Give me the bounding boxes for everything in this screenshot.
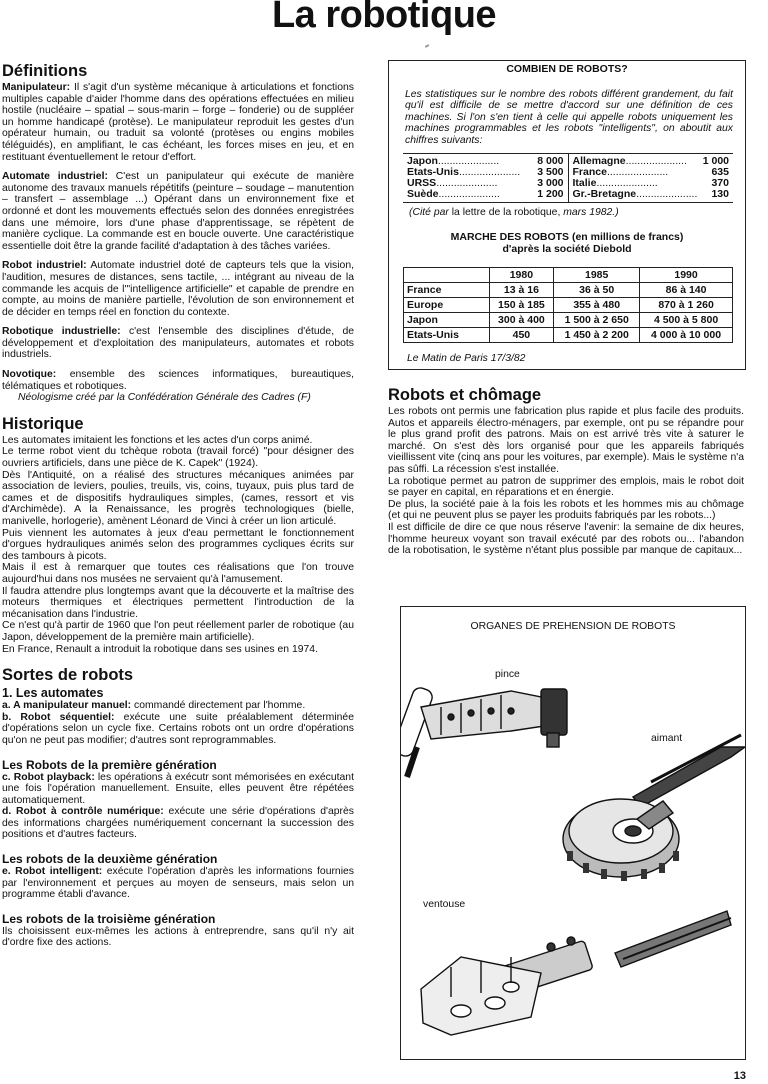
market-table	[403, 267, 733, 343]
label-pince: pince	[495, 669, 520, 680]
market-title: MARCHE DES ROBOTS (en millions de francs) d'après la société Diebold	[450, 231, 684, 255]
figure-title: ORGANES DE PREHENSION DE ROBOTS	[470, 621, 676, 632]
chomage-p3: De plus, la société paie à la fois les robots et les hommes mis au chômage (et qui ne peuvent plus se payer les produits fabriqués par les robots...)	[388, 498, 744, 522]
definitions-heading: Définitions	[2, 62, 88, 80]
sorte-manuel: a. A manipulateur manuel: commandé directement par l'homme.	[2, 700, 306, 712]
historique-p6: Il faudra attendre plus longtemps avant que la découverte et la maîtrise des moteurs thermiques et électriques permettent l'introduction de la mécanisation dans l'industrie.	[2, 585, 354, 620]
historique-p2: Le terme robot vient du tchèque robota (travail forcé) "pour désigner des ouvriers artificiels, dans une pièce de K. Capek" (1924).	[2, 446, 354, 470]
gen3-text: Ils choisissent eux-mêmes les actions à entreprendre, sans qu'il n'y ait d'ordre fixe des actions.	[2, 925, 354, 949]
market-source: Le Matin de Paris 17/3/82	[407, 353, 526, 364]
label-ventouse: ventouse	[423, 899, 466, 910]
stats-row: France ..................... 635	[572, 166, 729, 178]
box-intro: Les statistiques sur le nombre des robots différent grandement, du fait qu'il est difficile de se mettre d'accord sur une définition de ces machines. Si l'on s'en tient à celle qui appelle robots uniquement les machines programmables et les robots "intelligents", on aboutit aux chiffres suivants:	[405, 89, 733, 146]
chomage-heading: Robots et chômage	[388, 386, 542, 404]
definition-automate: Automate industriel: C'est un panipulateur qui exécute de manière autonome des travaux manuels répétitifs (peinture – soudage – manutention – transfert – assemblage ...) Opérant dans un environnement fixe et ordonné et dont les mouvements effectués selon des données enregistrées dans une mémoire, lors d'une phase d'apprentissage, se répètent de manière cyclique. La commande est en boucle ouverte. Une caractéristique essentielle doit être la grande facilité d'adaptation à des tâches variées.	[2, 171, 354, 252]
historique-p3: Dès l'Antiquité, on a réalisé des structures mécaniques animées par association de leviers, poulies, treuils, vis, coins, tuyaux, puis plus tard de cames et de dispositifs hydrauliques simples, (cames, ressort et vis d'Archimède). A la Renaissance, les progrès technologiques (bielle, manivelle, horlogerie), amènent Léonard de Vinci à créer un lion articulé.	[2, 469, 354, 527]
page-title: La robotique	[271, 0, 497, 36]
chomage-p4: Il est difficile de dire ce que nous réserve l'avenir: la semaine de dix heures, l'homme heureux voyant son travail exécuté par des robots ou... l'abandon de la robotisation, le système n'étant plus possible par manque de capitaux...	[388, 521, 744, 557]
stats-row: URSS ..................... 3 000	[407, 177, 564, 189]
pencil-mark	[425, 44, 429, 48]
table-row: Etats-Unis 450 1 450 à 2 200 4 000 à 10 000	[404, 328, 733, 343]
historique-p1: Les automates imitaient les fonctions et les actes d'un corps animé.	[2, 434, 313, 446]
left-column	[2, 62, 354, 949]
ventouse-illustration	[421, 911, 731, 1035]
stats-left-column	[403, 154, 569, 202]
definition-robot-industriel: Robot industriel: Automate industriel doté de capteurs tels que la vision, l'audition, mesures de distances, sens tactile, ... intégrant au niveau de la commande les acquis de l'"intelligence artificielle" et capable de prendre en compte, au moins de manière partielle, l'évolution de son environnement et de décider en temps réel en fonction du contexte.	[2, 260, 354, 318]
pince-illustration	[401, 686, 567, 777]
definition-manipulateur: Manipulateur: Il s'agit d'un système mécanique à articulations et fonctions multiples capable d'aider l'homme dans des opérations effectuées en milieu hostile (nucléaire – spatial – sous-marin – forge – fonderie) ou de suppléer un homme handicapé (protèse). Le manipulateur reproduit les gestes d'un opérateur humain, ou traduit sa volonté (protèses ou engins mobiles téléguidés), en amplifiant, le cas échéant, les forces mises en jeu, et en restituant éventuellement le retour d'effort.	[2, 82, 354, 163]
historique-p7: Ce n'est qu'à partir de 1960 que l'on peut réellement parler de robotique (au Japon, développement de la première main artificielle).	[2, 620, 354, 643]
page-number: 13	[733, 1070, 746, 1082]
chomage-section	[388, 386, 744, 557]
sorte-sequentiel: b. Robot séquentiel: exécute une suite préalablement déterminée d'opérations selon un cycle fixe. Certains robots ont un ordre d'opérations qu'on ne peut pas modifier; d'autres sont reprogrammables.	[2, 711, 354, 746]
grippers-illustration	[401, 607, 745, 1059]
stats-row: Etats-Unis ..................... 3 500	[407, 166, 564, 178]
definition-robotique-industrielle: Robotique industrielle: c'est l'ensemble des disciplines d'étude, de développement et d'exploitation des manipulateurs, automates et robots industriels.	[2, 326, 354, 361]
aimant-illustration	[563, 735, 745, 881]
market-header-row: 1980 1985 1990	[404, 268, 733, 283]
stats-row: Japon ..................... 8 000	[407, 155, 564, 167]
stats-row: Allemagne ..................... 1 000	[572, 155, 729, 167]
sorte-playback: c. Robot playback: les opérations à exécutr sont mémorisées en exécutant une fois l'opération manuellement. Ensuite, elles peuvent être répétées automatiquement.	[2, 771, 354, 806]
historique-p4: Puis viennent les automates à jeux d'eau permettant le fonctionnement d'orgues hydrauliques animés selon des programmes cycliques écrits sur des tambours à picots.	[2, 527, 354, 562]
definition-note: Néologisme créé par la Confédération Générale des Cadres (F)	[18, 392, 311, 404]
stats-right-column	[569, 154, 734, 202]
definition-novotique: Novotique: ensemble des sciences informatiques, bureautiques, télématiques et robotiques.	[2, 369, 354, 392]
sorte-controle-numerique: d. Robot à contrôle numérique: exécute une série d'opérations d'après des informations chargées numériquement concernant la succession des positions et d'autres facteurs.	[2, 806, 354, 841]
gen3-heading: Les robots de la troisième génération	[2, 911, 216, 926]
table-row: Japon 300 à 400 1 500 à 2 650 4 500 à 5 800	[404, 313, 733, 328]
table-row: Europe 150 à 185 355 à 480 870 à 1 260	[404, 298, 733, 313]
robot-count-table	[403, 153, 733, 203]
sortes-heading: Sortes de robots	[2, 666, 134, 685]
sorte-intelligent: e. Robot intelligent: exécute l'opération d'après les informations fournies par l'environnement et perçues au moyen de senseurs, mais selon un programme établi d'avance.	[2, 866, 354, 901]
citation: (Cité par la lettre de la robotique, mars 1982.)	[409, 207, 619, 218]
box-title: COMBIEN DE ROBOTS?	[506, 63, 628, 75]
stats-row: Italie ..................... 370	[572, 177, 729, 189]
label-aimant: aimant	[651, 733, 683, 744]
historique-p8: En France, Renault a introduit la robotique dans ses usines en 1974.	[2, 643, 318, 655]
chomage-p2: La robotique permet au patron de supprimer des emplois, mais le robot doit se payer en capital, en réparations et en énergie.	[388, 475, 744, 499]
gen2-heading: Les robots de la deuxième génération	[2, 852, 218, 867]
automates-subheading: 1. Les automates	[2, 686, 104, 701]
stats-box	[388, 60, 746, 370]
stats-row: Gr.-Bretagne ..................... 130	[572, 188, 729, 200]
chomage-p1: Les robots ont permis une fabrication plus rapide et plus facile des produits. Autos et appareils électro-ménagers, par exemple, ont pu se répandre pour le plus grand profit des patrons. Mais on est arrivé très vite à saturer le marché. On s'est dès lors organisé pour que les appareils fabriqués vieillissent vite (cinq ans pour les voitures, par exemple). Mais le système n'a pas sûffi. La récession s'est installée.	[388, 406, 744, 475]
gen1-heading: Les Robots de la première génération	[2, 757, 217, 772]
table-row: France 13 à 16 36 à 50 86 à 140	[404, 283, 733, 298]
stats-row: Suède ..................... 1 200	[407, 188, 564, 200]
historique-p5: Mais il est à remarquer que toutes ces réalisations que l'on trouve aujourd'hui dans nos musées ne servaient qu'à l'amusement.	[2, 562, 354, 585]
grippers-figure	[400, 606, 746, 1060]
historique-heading: Historique	[2, 414, 84, 433]
